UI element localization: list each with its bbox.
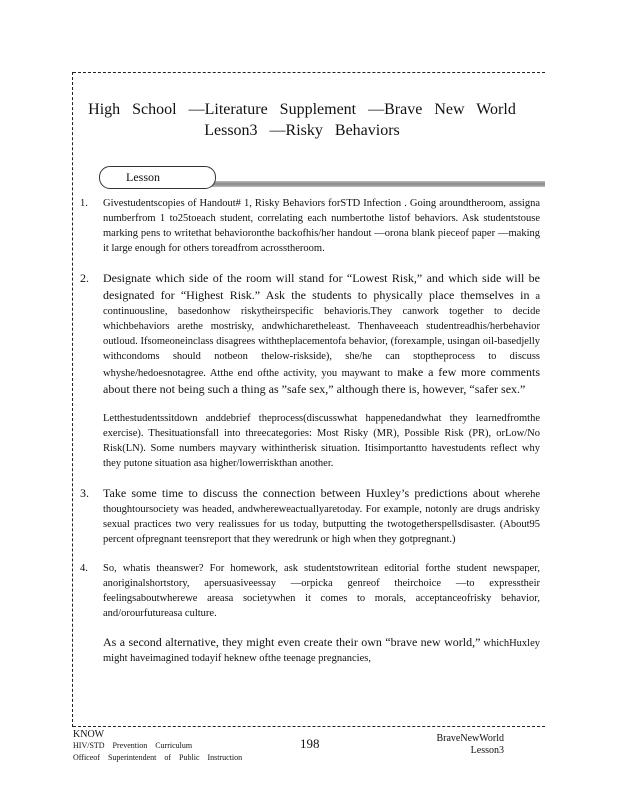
item-number: 4. [80, 563, 88, 574]
page-border-left [72, 72, 73, 727]
footer-right [434, 733, 504, 757]
list-item [80, 485, 540, 547]
title-line-1: High School —Literature Supplement —Brave New World [88, 101, 516, 118]
section-divider-bar [200, 181, 545, 187]
list-item [80, 196, 540, 256]
footer-office: Officeof Superintendent of Public Instruction [73, 753, 243, 762]
page-number: 198 [300, 736, 320, 751]
footer-lesson: Lesson3 [470, 745, 504, 756]
item-number: 2. [80, 271, 89, 285]
item-text-outro: make a few more comments about there not being such a thing as ”safe sex,” although there is, however, “safer sex.” [103, 365, 541, 396]
section-tab-lesson: Lesson [99, 166, 216, 189]
item-text-intro: Take some time to discuss the connection between Huxley’s predictions about [103, 486, 500, 500]
page-title [80, 99, 524, 141]
footer-know: KNOW [73, 729, 105, 740]
item-subparagraph: whichHuxley might haveimagined todayif heknew ofthe teenage pregnancies, [103, 638, 540, 664]
item-number: 3. [80, 486, 89, 500]
item-text: So, whatis theanswer? For homework, ask studentstowritean editorial forthe student newspaper, anoriginalshortstory, apersuasiveessay —orpicka genreof theirchoice —to expresstheir feelingsaboutwherewe areasa societywhen it comes to morals, acceptanceofrisky behavior, and/orourfutureasa culture. [103, 563, 540, 619]
item-subparagraph-intro: As a second alternative, they might even create their own “brave new world,” [103, 635, 481, 649]
lesson-content [80, 196, 540, 680]
footer-left [73, 729, 242, 764]
item-number: 1. [80, 198, 88, 209]
list-item [80, 561, 540, 666]
title-line-2: Lesson3 —Risky Behaviors [204, 122, 400, 139]
item-text: a continuousline, basedonhow riskytheirspecific behavioris.They canwork together to decide whichbehaviors arethe mostrisky, andwhicharetheleast. Thenhaveeach studentreadhis/herbehavior outloud. Ifsomeoneinclass disagrees withtheplacementofa behavior, (forexample, usingan oil-basedjelly withcondoms should notbeon thelow-riskside), she/he can stoptheprocess to discuss whyshe/hedoesnotagree. Atthe end ofthe activity, you maywant to [103, 291, 541, 379]
page-border-top [73, 72, 545, 73]
page-border-bottom [73, 726, 545, 727]
footer-curriculum: HIV/STD Prevention Curriculum [73, 741, 193, 750]
item-text: Givestudentscopies of Handout# 1, Risky Behaviors forSTD Infection . Going aroundtheroom, assigna numberfrom 1 to25toeach student, correlating each numbertothe listof behaviors. Ask studentstouse marking pens to writethat behavioronthe backofhis/her handout —orona blank pieceof paper —making it large enough for others toreadfrom acrosstheroom. [103, 198, 540, 254]
footer-book-title: BraveNewWorld [436, 733, 504, 744]
item-subparagraph: Letthestudentssitdown anddebrief theprocess(discusswhat happenedandwhat they learnedfromthe exercise). Thesituationsfall into threecategories: Most Risky (MR), Possible Risk (PR), orLow/No Risk(LN). Some numbers mayvary withintherisk situation. Itisimportantto havestudents reflect why they putone situation asa higher/lowerriskthan another. [103, 413, 540, 469]
item-text-intro: Designate which side of the room will stand for “Lowest Risk,” and which side will be designated for “Highest Risk.” Ask the students to physically place themselves in [103, 271, 540, 302]
item-text: wherehe thoughtoursociety was headed, andwhereweactuallyaretoday. For example, notonly are drugs andrisky sexual practices two very realissues for us today, butputting the twotogetherspellsdisaster. (About95 percent ofpregnant teensreport that they weredrunk or high when they gotpregnant.) [103, 489, 540, 545]
list-item [80, 270, 540, 471]
